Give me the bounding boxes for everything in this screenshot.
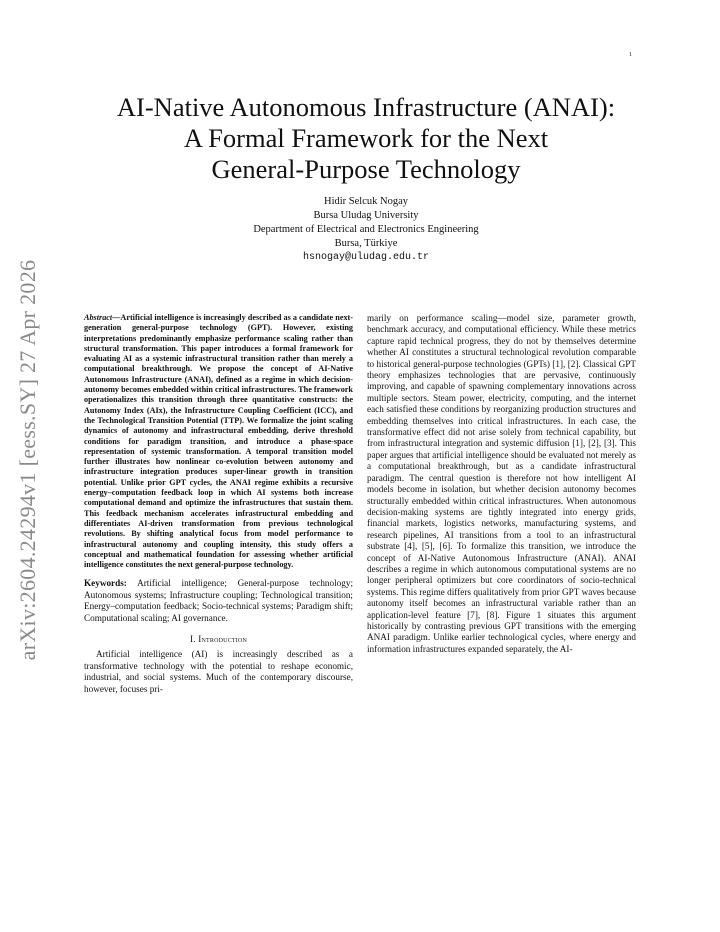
- author-email[interactable]: hsnogay@uludag.edu.tr: [302, 252, 430, 263]
- paper-title: [70, 92, 662, 185]
- left-column: [84, 313, 353, 695]
- author-block: [70, 195, 662, 265]
- author-name: Hidir Selcuk Nogay: [324, 196, 408, 207]
- author-location: Bursa, Türkiye: [334, 238, 398, 249]
- right-column: [367, 313, 636, 655]
- title-line-3: General-Purpose Technology: [211, 154, 521, 184]
- intro-paragraph-left: Artificial intelligence (AI) is increasingly described as a transformative technology with the potential to reshape economic, industrial, and social systems. Much of the contemporary discourse, however, focuses pri-: [84, 649, 353, 694]
- abstract-lead: Abstract: [84, 313, 113, 322]
- page-number: 1: [629, 52, 632, 58]
- abstract-text: —Artificial intelligence is increasingly described as a candidate next-generation general-purpose technology (GPT). However, existing interpretations predominantly emphasize performance scaling rather than structural transformation. This paper introduces a formal framework for evaluating AI as a systemic infrastructural transition rather than merely a computational breakthrough. We propose the concept of AI-Native Autonomous Infrastructure (ANAI), defined as a regime in which decision-autonomy becomes embedded within critical infrastructures. The framework operationalizes this transition through three quantitative constructs: the Autonomy Index (AIx), the Infrastructure Coupling Coefficient (ICC), and the Technological Transition Potential (TTP). We formalize the joint scaling dynamics of autonomy and infrastructural embedding, derive threshold conditions for paradigm transition, and introduce a phase-space representation of systemic transformation. A temporal transition model further illustrates how nonlinear co-evolution between autonomy and infrastructure integration produces super-linear growth in transition potential. Unlike prior GPT cycles, the ANAI regime exhibits a recursive energy–computation feedback loop in which AI systems both increase computational demand and optimize the infrastructures that sustain them. This feedback mechanism accelerates infrastructural embedding and differentiates AI-driven transformation from previous technological revolutions. By shifting analytical focus from model performance to infrastructural autonomy and coupling intensity, this study offers a conceptual and mathematical foundation for assessing whether artificial intelligence constitutes the next general-purpose technology.: [84, 313, 353, 570]
- abstract: [84, 313, 353, 570]
- keywords-label: Keywords:: [84, 578, 127, 589]
- section-numeral: I.: [189, 634, 196, 645]
- section-heading-introduction: [84, 634, 353, 645]
- title-line-1: AI-Native Autonomous Infrastructure (ANAI):: [116, 92, 616, 122]
- author-department: Department of Electrical and Electronics Engineering: [253, 224, 479, 235]
- section-title: Introduction: [198, 634, 248, 645]
- author-affiliation: Bursa Uludag University: [313, 210, 419, 221]
- intro-paragraph-right: marily on performance scaling—model size, parameter growth, benchmark accuracy, and computational efficiency. While these metrics capture rapid technical progress, they do not by themselves determine whether AI constitutes a structural technological revolution comparable to historical general-purpose technologies (GPTs) [1], [2]. Classical GPT theory emphasizes technologies that are pervasive, continuously improving, and capable of spawning complementary innovations across multiple sectors. Steam power, electricity, computing, and the internet each satisfied these conditions by reorganizing production structures and embedding themselves into critical infrastructures. In each case, the transformative effect did not arise solely from technical capability, but from infrastructural integration and systemic diffusion [1], [2], [3]. This paper argues that artificial intelligence should be evaluated not merely as a computational breakthrough, but as a candidate infrastructural paradigm. The central question is therefore not how intelligent AI models become in isolation, but whether decision autonomy becomes structurally embedded within critical infrastructures. When autonomous decision-making systems are tightly integrated into energy grids, financial markets, logistics networks, manufacturing systems, and research pipelines, AI transitions from a tool to an infrastructural substrate [4], [5], [6]. To formalize this transition, we introduce the concept of AI-Native Autonomous Infrastructure (ANAI). ANAI describes a regime in which autonomous computational systems are no longer peripheral optimizers but core coordinators of socio-technical systems. This regime differs qualitatively from prior GPT waves because autonomy itself becomes an infrastructural variable rather than an application-level feature [7], [8]. Figure 1 situates this argument historically by contrasting previous GPT transitions with the emerging ANAI paradigm. Unlike earlier technological cycles, where energy and information infrastructures expanded separately, the AI-: [367, 313, 636, 654]
- keywords-text: Artificial intelligence; General-purpose technology; Autonomous systems; Infrastructure coupling; Technological transition; Energy–computation feedback; Socio-technical systems; Paradigm shift; Computational scaling; AI governance.: [84, 578, 353, 623]
- title-line-2: A Formal Framework for the Next: [183, 123, 549, 153]
- arxiv-stamp-text: arXiv:2604.24294v1 [eess.SY] 27 Apr 2026: [15, 259, 40, 661]
- arxiv-stamp: [6, 240, 50, 680]
- keywords: [84, 578, 353, 624]
